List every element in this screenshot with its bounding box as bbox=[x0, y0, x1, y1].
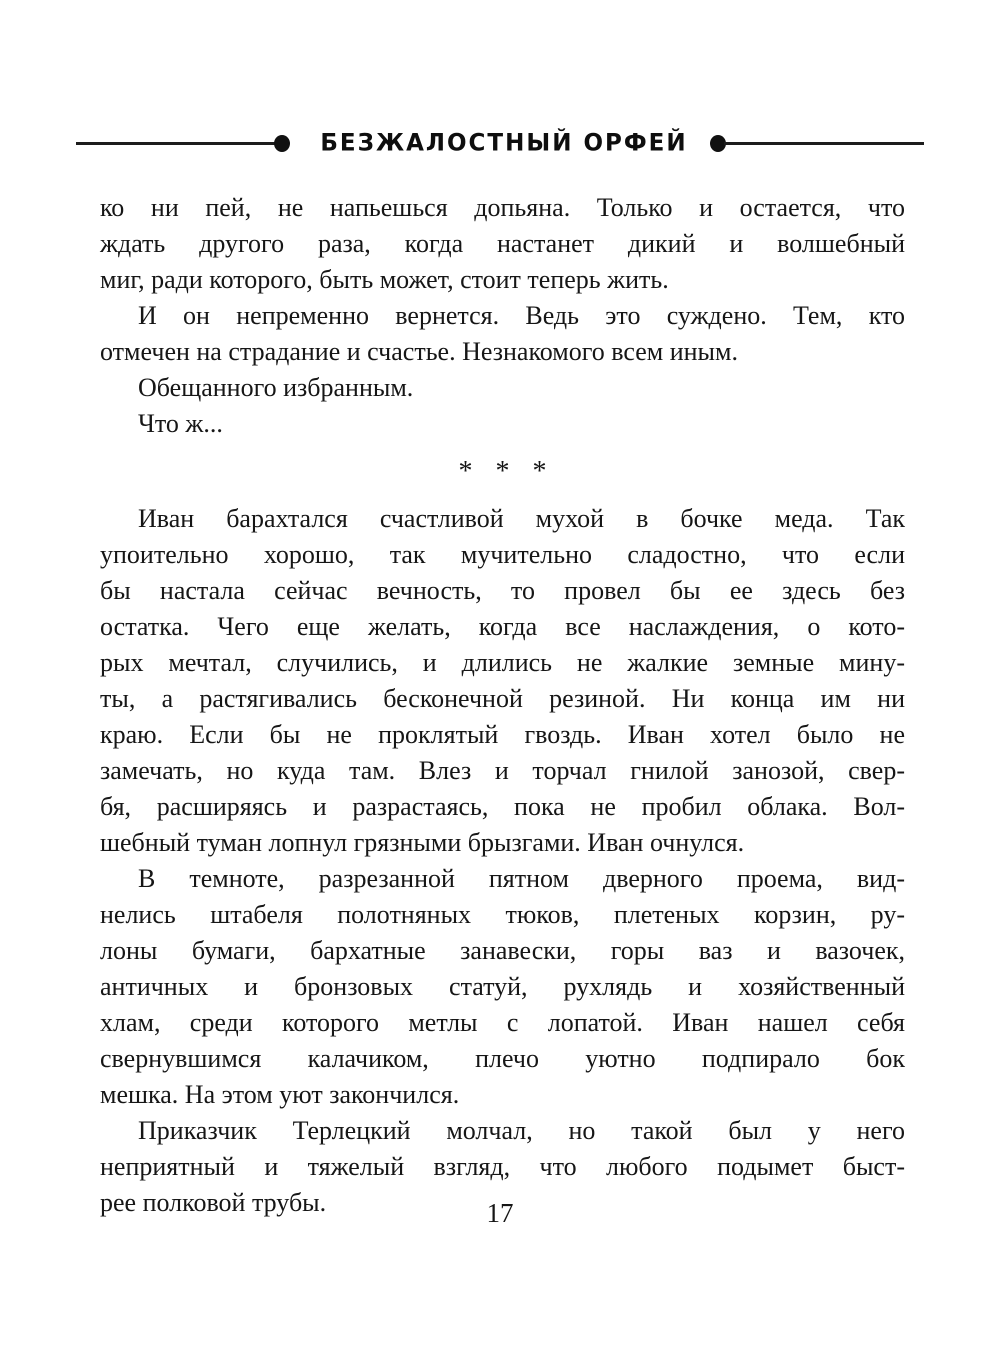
paragraph bbox=[100, 370, 905, 406]
chapter-title: БЕЗЖАЛОСТНЫЙ ОРФЕЙ bbox=[320, 129, 688, 157]
body-text bbox=[100, 190, 905, 1221]
paragraph bbox=[100, 298, 905, 370]
paragraph bbox=[100, 861, 905, 1113]
text-line: лоны бумаги, бархатные занавески, горы ваз и вазочек, bbox=[100, 936, 905, 965]
text-line: нелись штабеля полотняных тюков, плетеных корзин, ру- bbox=[100, 900, 905, 929]
text-line: ждать другого раза, когда настанет дикий и волшебный bbox=[100, 229, 905, 258]
section-separator: * * * bbox=[458, 455, 547, 487]
text-line: упоительно хорошо, так мучительно сладостно, что если bbox=[100, 540, 905, 569]
text-line: И он непременно вернется. Ведь это суждено. Тем, кто bbox=[138, 301, 905, 330]
text-line: бя, расширяясь и разрастаясь, пока не пробил облака. Вол- bbox=[100, 792, 905, 821]
text-line: свернувшимся калачиком, плечо уютно подпирало бок bbox=[100, 1044, 905, 1073]
text-line: рых мечтал, случились, и длились не жалкие земные мину- bbox=[100, 648, 905, 677]
text-line: мешка. На этом уют закончился. bbox=[100, 1080, 460, 1109]
text-line: античных и бронзовых статуй, рухлядь и хозяйственный bbox=[100, 972, 905, 1001]
page-number: 17 bbox=[486, 1198, 514, 1228]
text-line: Приказчик Терлецкий молчал, но такой был у него bbox=[138, 1116, 905, 1145]
chapter-header bbox=[95, 129, 905, 157]
text-line: рее полковой трубы. bbox=[100, 1188, 327, 1217]
paragraph bbox=[100, 406, 905, 442]
text-line: отмечен на страдание и счастье. Незнакомого всем иным. bbox=[100, 337, 738, 366]
text-line: замечать, но куда там. Влез и торчал гнилой занозой, свер- bbox=[100, 756, 905, 785]
text-line: ко ни пей, не напьешься допьяна. Только и остается, что bbox=[100, 193, 905, 222]
text-line: остатка. Чего еще желать, когда все наслаждения, о кото- bbox=[100, 612, 905, 641]
header-rule-right bbox=[724, 142, 924, 145]
text-line: хлам, среди которого метлы с лопатой. Иван нашел себя bbox=[100, 1008, 905, 1037]
paragraph bbox=[100, 190, 905, 298]
text-line: краю. Если бы не проклятый гвоздь. Иван хотел было не bbox=[100, 720, 905, 749]
paragraph bbox=[100, 501, 905, 861]
text-line: Что ж... bbox=[138, 409, 223, 438]
text-line: Иван барахтался счастливой мухой в бочке меда. Так bbox=[138, 504, 905, 533]
text-line: миг, ради которого, быть может, стоит теперь жить. bbox=[100, 265, 669, 294]
text-line: неприятный и тяжелый взгляд, что любого подымет быст- bbox=[100, 1152, 905, 1181]
text-line: бы настала сейчас вечность, то провел бы ее здесь без bbox=[100, 576, 905, 605]
header-rule-left bbox=[76, 142, 276, 145]
text-line: шебный туман лопнул грязными брызгами. Иван очнулся. bbox=[100, 828, 745, 857]
text-line: Обещанного избранным. bbox=[138, 373, 414, 402]
text-line: ты, а растягивались бесконечной резиной. Ни конца им ни bbox=[100, 684, 905, 713]
header-dot-left-icon bbox=[274, 135, 290, 152]
text-line: В темноте, разрезанной пятном дверного проема, вид- bbox=[138, 864, 905, 893]
